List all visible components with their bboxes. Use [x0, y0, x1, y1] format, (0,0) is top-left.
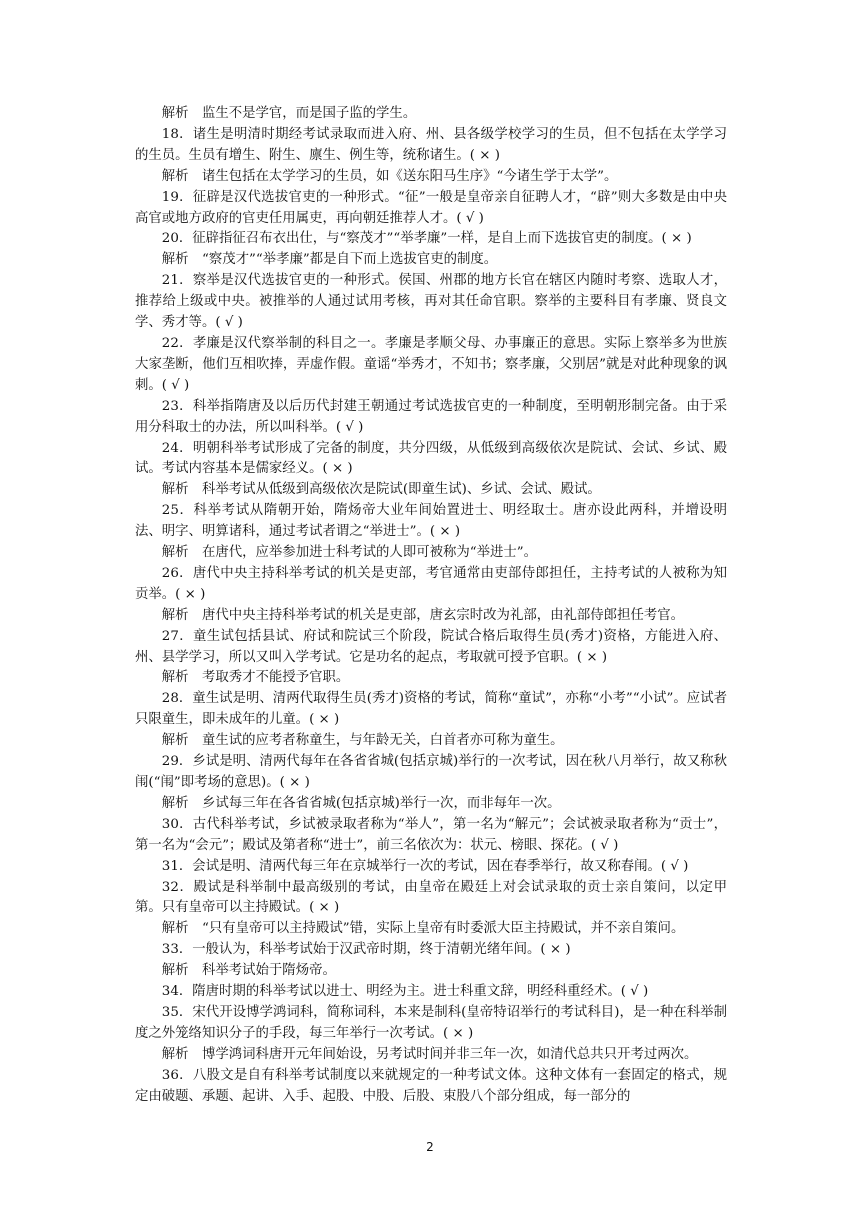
explanation-paragraph: 解析 科举考试始于隋炀帝。: [161, 963, 336, 979]
question-paragraph: 21．察举是汉代选拔官吏的一种形式。侯国、州郡的地方长官在辖区内随时考察、选取人才，推荐给上级或中央。被推举的人通过试用考核，再对其任命官职。察举的主要科目有孝廉、贤良文学、秀才等。( √ ): [135, 273, 727, 331]
page-number: 2: [426, 1140, 434, 1154]
explanation-paragraph: 解析 在唐代，应举参加进士科考试的人即可被称为“举进士”。: [161, 545, 538, 561]
explanation-paragraph: 解析 监生不是学官，而是国子监的学生。: [161, 106, 417, 121]
explanation-paragraph: 解析 “察茂才”“举孝廉”都是自下而上选拔官吏的制度。: [161, 252, 498, 268]
question-paragraph: 30．古代科举考试，乡试被录取者称为“举人”，第一名为“解元”；会试被录取者称为“贡士”，第一名为“会元”；殿试及第者称“进士”，前三名依次为：状元、榜眼、探花。( √ ): [135, 816, 727, 853]
explanation-paragraph: 解析 “只有皇帝可以主持殿试”错，实际上皇帝有时委派大臣主持殿试，并不亲自策问。: [161, 921, 685, 937]
explanation-paragraph: 解析 科举考试从低级到高级依次是院试(即童生试)、乡试、会试、殿试。: [161, 482, 601, 498]
question-paragraph: 27．童生试包括县试、府试和院试三个阶段，院试合格后取得生员(秀才)资格，方能进入府、州、县学学习，所以又叫入学考试。它是功名的起点，考取就可授予官职。( × ): [135, 628, 727, 665]
question-paragraph: 34．隋唐时期的科举考试以进士、明经为主。进士科重文辞，明经科重经术。( √ ): [161, 984, 649, 1000]
question-paragraph: 33．一般认为，科举考试始于汉武帝时期，终于清朝光绪年间。( × ): [161, 942, 571, 958]
question-paragraph: 36．八股文是自有科举考试制度以来就规定的一种考试文体。这种文体有一套固定的格式，规定由破题、承题、起讲、入手、起股、中股、后股、束股八个部分组成，每一部分的: [135, 1067, 727, 1104]
question-paragraph: 29．乡试是明、清两代每年在各省省城(包括京城)举行的一次考试，因在秋八月举行，故又称秋闱(“闱”即考场的意思)。( × ): [135, 754, 727, 790]
explanation-paragraph: 解析 唐代中央主持科举考试的机关是吏部，唐玄宗时改为礼部，由礼部侍郎担任考官。: [161, 607, 685, 623]
question-paragraph: 23．科举指隋唐及以后历代封建王朝通过考试选拔官吏的一种制度，至明朝形制完备。由于采用分科取士的办法，所以叫科举。( √ ): [135, 398, 727, 435]
explanation-paragraph: 解析 博学鸿词科唐开元年间始设，另考试时间并非三年一次，如清代总共只开考过两次。: [161, 1046, 698, 1062]
explanation-paragraph: 解析 童生试的应考者称童生，与年龄无关，白首者亦可称为童生。: [161, 733, 564, 749]
explanation-paragraph: 解析 乡试每三年在各省省城(包括京城)举行一次，而非每年一次。: [161, 795, 561, 811]
question-paragraph: 26．唐代中央主持科举考试的机关是吏部，考官通常由吏部侍郎担任，主持考试的人被称为知贡举。( × ): [135, 565, 727, 602]
question-paragraph: 22．孝廉是汉代察举制的科目之一。孝廉是孝顺父母、办事廉正的意思。实际上察举多为世族大家垄断，他们互相吹捧，弄虚作假。童谣“举秀才，不知书；察孝廉，父别居”就是对此种现象的讽刺。( √ ): [135, 335, 727, 393]
question-paragraph: 28．童生试是明、清两代取得生员(秀才)资格的考试，简称“童试”，亦称“小考”“小试”。应试者只限童生，即未成年的儿童。( × ): [135, 691, 727, 728]
explanation-paragraph: 解析 诸生包括在太学学习的生员，如《送东阳马生序》“今诸生学于太学”。: [161, 168, 618, 184]
question-paragraph: 31．会试是明、清两代每三年在京城举行一次的考试，因在春季举行，故又称春闱。( √ ): [161, 858, 689, 874]
question-paragraph: 25．科举考试从隋朝开始，隋炀帝大业年间始置进士、明经取士。唐亦设此两科，并增设明法、明字、明算诸科，通过考试者谓之“举进士”。( × ): [135, 503, 727, 540]
question-paragraph: 19．征辟是汉代选拔官吏的一种形式。“征”一般是皇帝亲自征聘人才，“辟”则大多数是由中央高官或地方政府的官吏任用属吏，再向朝廷推荐人才。( √ ): [135, 189, 727, 226]
explanation-paragraph: 解析 考取秀才不能授予官职。: [161, 670, 350, 686]
question-paragraph: 32．殿试是科举制中最高级别的考试，由皇帝在殿廷上对会试录取的贡士亲自策问，以定甲第。只有皇帝可以主持殿试。( × ): [135, 879, 727, 916]
question-paragraph: 24．明朝科举考试形成了完备的制度，共分四级，从低级到高级依次是院试、会试、乡试、殿试。考试内容基本是儒家经义。( × ): [135, 440, 727, 477]
question-paragraph: 18．诸生是明清时期经考试录取而进入府、州、县各级学校学习的生员，但不包括在太学学习的生员。生员有增生、附生、廪生、例生等，统称诸生。( × ): [135, 126, 727, 163]
document-body: [135, 104, 727, 1108]
question-paragraph: 35．宋代开设博学鸿词科，简称词科，本来是制科(皇帝特诏举行的考试科目)，是一种在科举制度之外笼络知识分子的手段，每三年举行一次考试。( × ): [135, 1004, 727, 1041]
question-paragraph: 20．征辟指征召布衣出仕，与“察茂才”“举孝廉”一样，是自上而下选拔官吏的制度。( × ): [161, 231, 692, 247]
